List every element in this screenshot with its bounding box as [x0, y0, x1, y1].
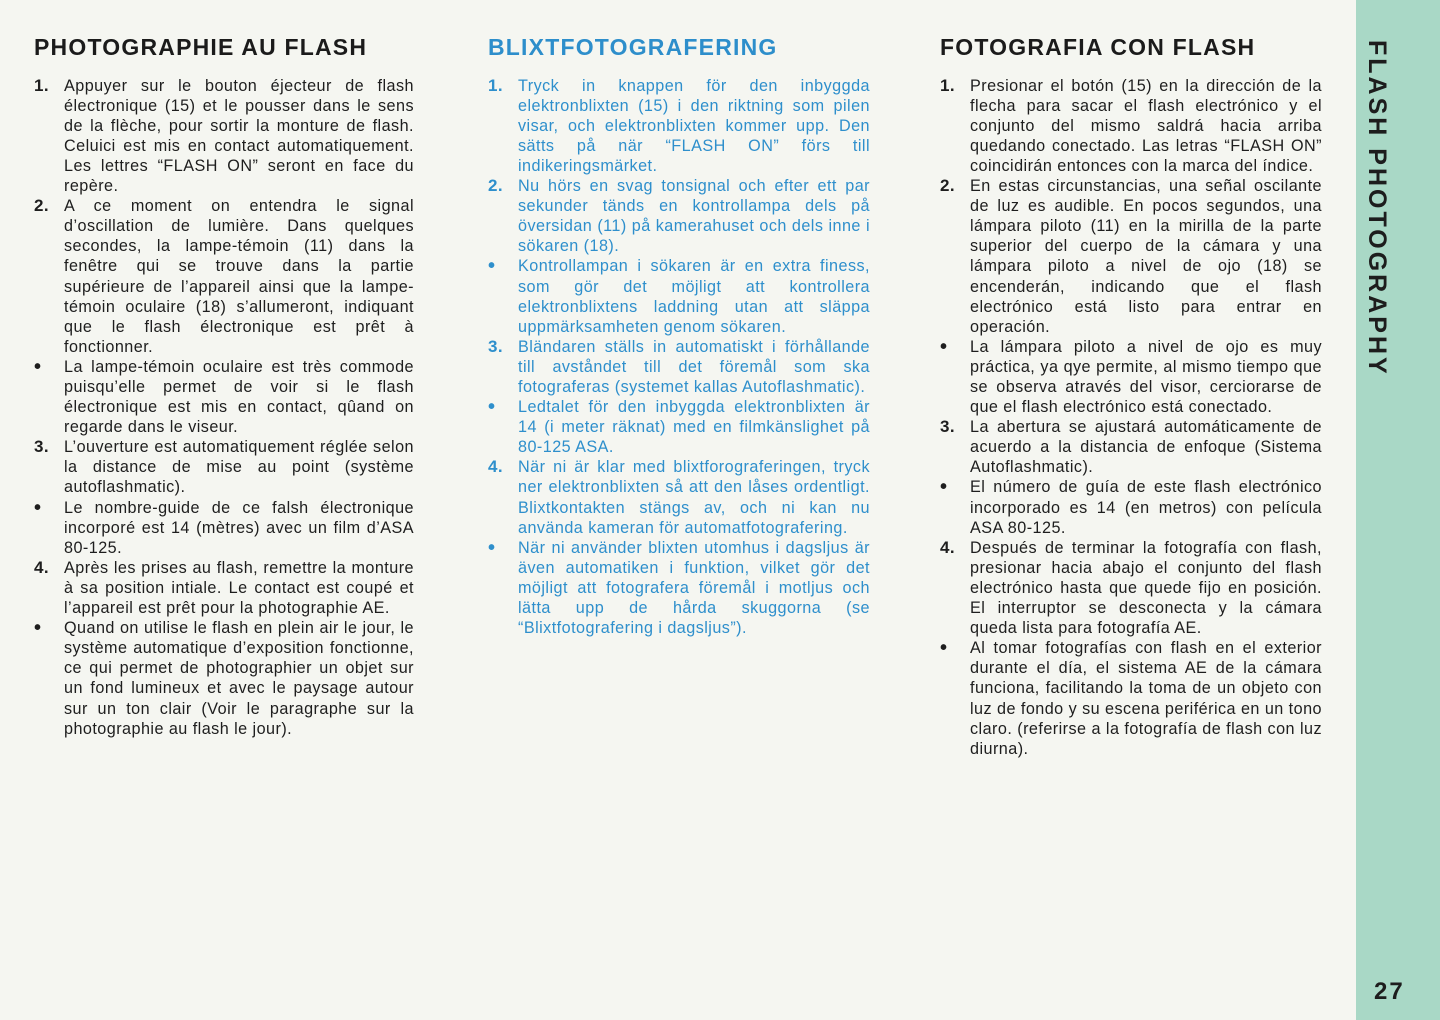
french-item-4: [34, 558, 414, 618]
item-text: Quand on utilise le flash en plein air le jour, le système automatique d’exposition fonctionne, ce qui permet de photographier un objet sur un fond lumineux et avec le paysage autour sur un ton clair (Voir le paragraphe sur la photographie au flash le jour).: [64, 619, 414, 738]
item-marker: 3.: [488, 336, 504, 356]
item-marker: 1.: [34, 75, 50, 95]
page-number: 27: [1374, 978, 1405, 1005]
bullet-icon: •: [488, 536, 496, 559]
swedish-column: [488, 34, 870, 638]
bullet-icon: •: [940, 335, 948, 358]
item-text: Presionar el botón (15) en la dirección de la flecha para sacar el flash electrónico y el conjunto del mismo saldrá hacia arriba quedando conectado. Las letras “FLASH ON” coincidirán entonces con la marca del índice.: [970, 76, 1322, 175]
french-bullet-1: [34, 357, 414, 437]
bullet-icon: •: [34, 355, 42, 378]
swedish-item-2: [488, 176, 870, 256]
french-item-3: [34, 437, 414, 497]
item-marker: 1.: [488, 75, 504, 95]
french-list: [34, 76, 414, 739]
bullet-icon: •: [34, 617, 42, 640]
item-text: Appuyer sur le bouton éjecteur de flash électronique (15) et le pousser dans le sens de la flèche, pour sortir la monture de flash. Celuici est mis en contact automatiquement. Les lettres “FLASH ON” seront en face du repère.: [64, 76, 414, 196]
item-text: La abertura se ajustará automáticamente de acuerdo a la distancia de enfoque (Sistema Autoflashmatic).: [970, 418, 1322, 477]
item-marker: 1.: [940, 75, 956, 95]
item-text: La lampe-témoin oculaire est très commode puisqu’elle permet de voir si le flash électronique est mis en contact, qûand on regarde dans le viseur.: [64, 357, 414, 437]
bullet-icon: •: [940, 476, 948, 499]
swedish-item-1: [488, 76, 870, 176]
item-text: Tryck in knappen för den inbyggda elektronblixten (15) i den riktning som pilen visar, och elektronblixten kommer upp. Den sätts på när “FLASH ON” förs till indikeringsmärket.: [518, 76, 870, 175]
item-text: L’ouverture est automatiquement réglée selon la distance de mise au point (système autoflashmatic).: [64, 438, 414, 497]
section-tab: [1356, 0, 1440, 1020]
item-text: Bländaren ställs in automatiskt i förhållande till avståndet till det föremål som ska fotograferas (systemet kallas Autoflashmatic).: [518, 337, 870, 396]
spanish-item-1: [940, 76, 1322, 176]
section-tab-title: FLASH PHOTOGRAPHY: [1363, 40, 1391, 377]
french-bullet-3: [34, 618, 414, 739]
item-marker: 2.: [34, 196, 50, 216]
item-text: El número de guía de este flash electrónico incorporado es 14 (en metros) con película ASA 80-125.: [970, 478, 1322, 537]
spanish-bullet-2: [940, 477, 1322, 537]
french-item-1: [34, 76, 414, 197]
swedish-bullet-2: [488, 397, 870, 457]
item-text: Kontrollampan i sökaren är en extra finess, som gör det möjligt att kontrollera elektronblixtens laddning utan att släppa uppmärksamheten genom sökaren.: [518, 257, 870, 336]
item-text: När ni använder blixten utomhus i dagsljus är även automatiken i funktion, vilket gör det möjligt att fotografera föremål i motljus och lätta upp de hårda skuggorna (se “Blixtfotografering i dagsljus”).: [518, 538, 870, 638]
swedish-title: BLIXTFOTOGRAFERING: [488, 34, 778, 60]
swedish-list: [488, 76, 870, 639]
bullet-icon: •: [940, 637, 948, 660]
spanish-list: [940, 76, 1322, 759]
spanish-item-3: [940, 417, 1322, 477]
bullet-icon: •: [488, 396, 496, 419]
item-text: La lámpara piloto a nivel de ojo es muy práctica, ya qye permite, al mismo tiempo que se observa através del visor, cerciorarse de que el flash electrónico está conectado.: [970, 337, 1322, 417]
french-title: PHOTOGRAPHIE AU FLASH: [34, 34, 368, 60]
spanish-column: [940, 34, 1322, 759]
bullet-icon: •: [488, 255, 496, 278]
swedish-item-4: [488, 457, 870, 537]
item-marker: 2.: [940, 176, 956, 196]
item-text: En estas circunstancias, una señal oscilante de luz es audible. En pocos segundos, una lámpara piloto (11) en la mirilla de la parte superior del cuerpo de la cámara y una lámpara piloto a nivel de ojo (18) se encenderán, indicando que el flash electrónico está listo para entrar en operación.: [970, 177, 1322, 336]
spanish-item-4: [940, 538, 1322, 638]
french-column: [34, 34, 414, 739]
item-text: Al tomar fotografías con flash en el exterior durante el día, el sistema AE de la cámara funciona, facilitando la toma de un objeto con luz de fondo y su escena periférica en un tono claro. (referirse a la fotografía de flash con luz diurna).: [970, 639, 1322, 758]
swedish-bullet-1: [488, 256, 870, 336]
item-marker: 4.: [488, 457, 504, 477]
item-marker: 3.: [940, 417, 956, 437]
item-text: Nu hörs en svag tonsignal och efter ett par sekunder tänds en kontrollampa dels på översidan (11) på kamerahuset och dels inne i sökaren (18).: [518, 177, 870, 256]
item-text: Después de terminar la fotografía con flash, presionar hacia abajo el conjunto del flash electrónico hasta que quede fijo en posición. El interruptor se desconecta y la cámara queda lista para fotografía AE.: [970, 538, 1322, 638]
item-marker: 4.: [940, 537, 956, 557]
french-item-2: [34, 196, 414, 357]
item-text: Ledtalet för den inbyggda elektronblixten är 14 (i meter räknat) med en filmkänslighet på 80-125 ASA.: [518, 398, 870, 457]
spanish-title: FOTOGRAFIA CON FLASH: [940, 34, 1256, 60]
item-text: Après les prises au flash, remettre la monture à sa position intiale. Le contact est coupé et l’appareil est prêt pour la photographie AE.: [64, 558, 414, 618]
spanish-bullet-3: [940, 638, 1322, 759]
spanish-item-2: [940, 176, 1322, 337]
spanish-bullet-1: [940, 337, 1322, 417]
bullet-icon: •: [34, 496, 42, 519]
item-text: A ce moment on entendra le signal d’oscillation de lumière. Dans quelques secondes, la lampe-témoin (11) dans la fenêtre qui se trouve dans la partie supérieure de l’appareil ainsi que la lampe-témoin oculaire (18) s’allumeront, indiquant que le flash électronique est prêt à fonctionner.: [64, 197, 414, 356]
item-marker: 4.: [34, 557, 50, 577]
item-marker: 2.: [488, 176, 504, 196]
item-text: När ni är klar med blixtforograferingen, tryck ner elektronblixten så att den låses ordentligt. Blixtkontakten stängs av, och ni kan nu använda kameran för automatfotografering.: [518, 458, 870, 537]
french-bullet-2: [34, 498, 414, 558]
item-marker: 3.: [34, 437, 50, 457]
swedish-item-3: [488, 337, 870, 397]
swedish-bullet-3: [488, 538, 870, 638]
item-text: Le nombre-guide de ce falsh électronique incorporé est 14 (mètres) avec un film d’ASA 80-125.: [64, 498, 414, 557]
